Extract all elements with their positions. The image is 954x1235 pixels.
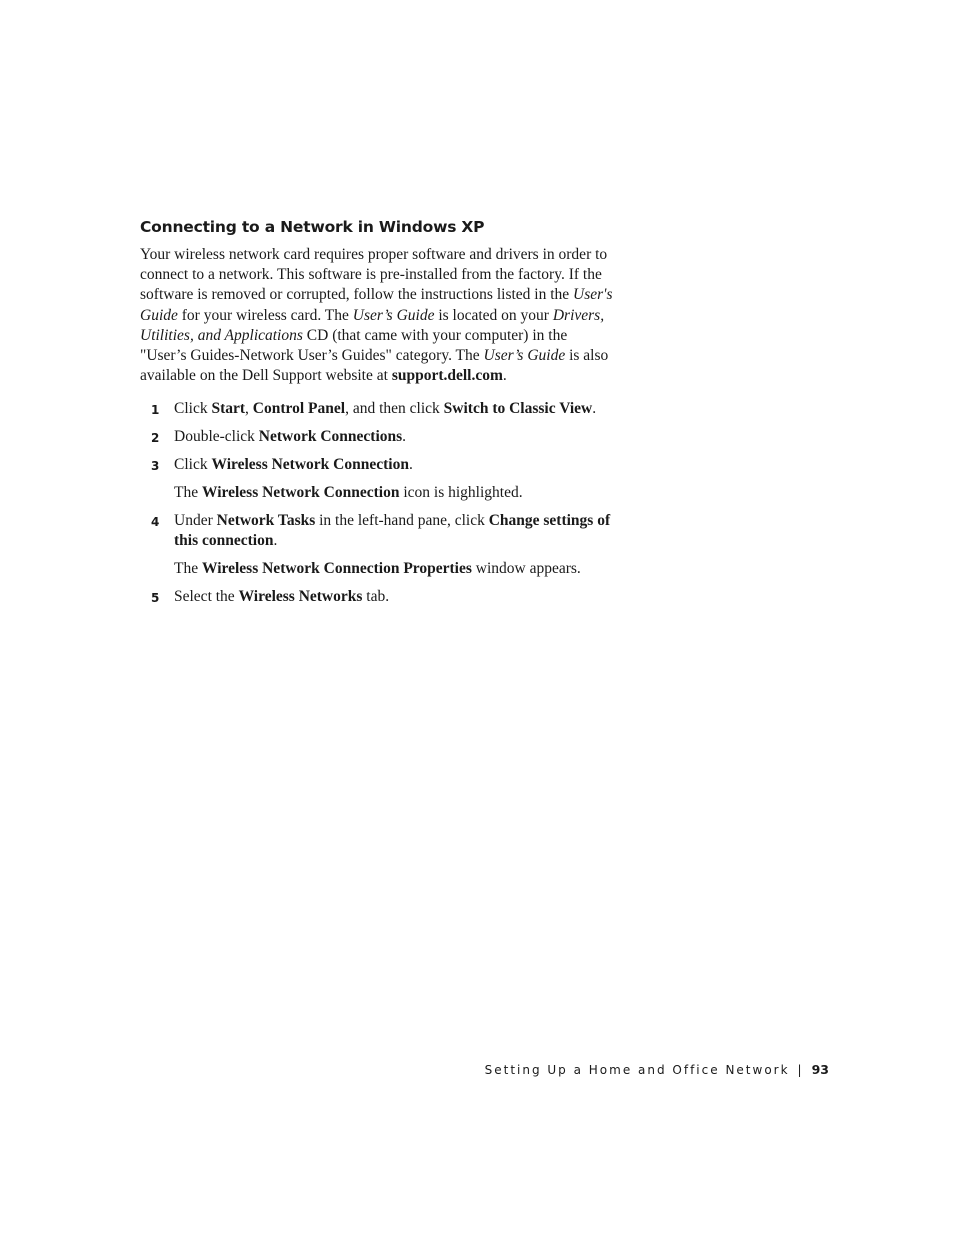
ui-term: Wireless Network Connection Properties — [201, 560, 472, 578]
step-2 — [140, 427, 640, 447]
intro-line-6: "User’s Guides-Network User’s Guides" category. The — [140, 347, 484, 365]
step-number: 2 — [151, 431, 160, 445]
step-text: Under — [174, 512, 217, 529]
step-number: 5 — [151, 591, 160, 606]
ui-term: Control Panel — [252, 400, 346, 417]
support-website: support.dell.com — [391, 367, 503, 385]
ui-term: Wireless Network Connection — [211, 456, 409, 473]
note-text: icon is highlighted. — [399, 484, 523, 501]
page-number: 93 — [811, 1062, 829, 1077]
intro-line-5: CD (that came with your computer) in the — [302, 326, 568, 344]
chapter-title: Setting Up a Home and Office Network — [484, 1063, 790, 1077]
period: . — [502, 367, 507, 385]
intro-line-3: software is removed or corrupted, follow the instructions listed in the — [140, 286, 574, 304]
period: . — [402, 428, 407, 445]
step-text: , and then click — [345, 400, 444, 417]
ui-term: Start — [211, 400, 246, 417]
period: . — [592, 400, 597, 417]
step-text: Double-click — [174, 428, 259, 445]
steps-list — [140, 399, 640, 615]
intro-line-4: for your wireless card. The — [177, 306, 353, 324]
intro-text: is located on your — [434, 306, 553, 324]
ui-term: Network Connections — [258, 428, 403, 445]
intro-line-7: available on the Dell Support website at — [140, 367, 392, 385]
step-5 — [140, 587, 640, 607]
step-3 — [140, 455, 640, 475]
step-text: tab. — [362, 588, 390, 606]
users-guide-ref: User’s Guide — [352, 306, 435, 324]
footer-separator: | — [797, 1063, 802, 1077]
drivers-cd-ref: Drivers, — [552, 306, 605, 324]
ui-term: Wireless Network Connection — [201, 484, 400, 501]
page-footer — [485, 1062, 829, 1077]
step-4 — [140, 511, 640, 551]
step-number: 4 — [151, 515, 160, 529]
step-text: Click — [174, 400, 212, 417]
period: . — [273, 532, 278, 550]
ui-term: this connection — [174, 532, 274, 550]
ui-term: Change settings of — [488, 512, 611, 529]
step-3-note — [140, 483, 640, 503]
intro-line-2: connect to a network. This software is pre-installed from the factory. If the — [140, 266, 602, 284]
users-guide-ref: User's — [573, 286, 613, 304]
step-number: 1 — [151, 403, 160, 417]
ui-term: Network Tasks — [216, 512, 316, 529]
drivers-cd-ref: Utilities, and Applications — [140, 326, 303, 344]
step-1 — [140, 399, 640, 419]
step-text: in the left-hand pane, click — [315, 512, 489, 529]
ui-term: Wireless Networks — [238, 588, 363, 606]
step-text: Select the — [174, 588, 239, 606]
period: . — [408, 456, 413, 473]
step-text: Click — [174, 456, 212, 473]
note-text: window appears. — [471, 560, 581, 578]
intro-paragraph — [140, 245, 630, 386]
step-number: 3 — [151, 459, 160, 473]
note-text: The — [174, 484, 202, 501]
users-guide-ref: User’s Guide — [483, 347, 566, 365]
intro-text: is also — [565, 347, 609, 365]
ui-term: Switch to Classic View — [443, 400, 593, 417]
intro-line-1: Your wireless network card requires proper software and drivers in order to — [140, 246, 608, 263]
section-heading: Connecting to a Network in Windows XP — [140, 218, 485, 236]
step-4-note — [140, 559, 640, 579]
note-text: The — [174, 560, 202, 578]
step-text: , — [245, 400, 253, 417]
guide-ref: Guide — [140, 306, 178, 324]
